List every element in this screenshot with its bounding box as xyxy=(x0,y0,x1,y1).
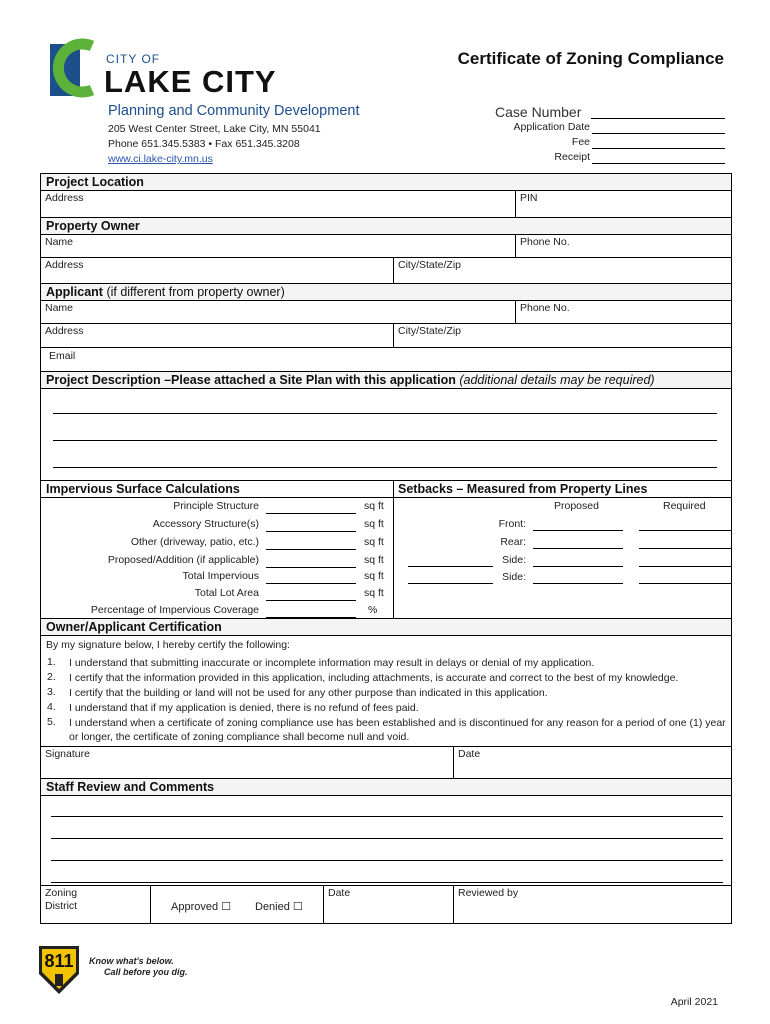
impervious-label-3: Other (driveway, patio, etc.) xyxy=(130,536,259,548)
setbacks-col-proposed: Proposed xyxy=(554,500,599,512)
impervious-input-1[interactable] xyxy=(266,513,356,514)
cert-item-2: I certify that the information provided in this application, including attachments, is accurate and correct to the best of my knowledge. xyxy=(69,672,679,684)
setback-front-required[interactable] xyxy=(639,530,731,531)
application-date-line xyxy=(592,133,725,134)
project-location-header xyxy=(41,174,731,191)
applicant-title xyxy=(46,285,285,299)
project-description-note: (additional details may be required) xyxy=(459,373,655,387)
application-date-label: Application Date xyxy=(513,121,590,133)
impervious-input-7[interactable] xyxy=(266,617,356,618)
impervious-label-2: Accessory Structure(s) xyxy=(152,518,259,530)
website-link[interactable]: www.ci.lake-city.mn.us xyxy=(108,153,213,165)
applicant-city-field[interactable] xyxy=(394,324,731,348)
property-owner-title: Property Owner xyxy=(46,219,140,233)
zoning-district-label: Zoning District xyxy=(45,887,78,912)
setback-side2-proposed[interactable] xyxy=(533,583,623,584)
impervious-unit-3: sq ft xyxy=(364,536,384,548)
description-line-2 xyxy=(53,440,717,441)
comment-line-1 xyxy=(51,816,723,817)
setback-front-proposed[interactable] xyxy=(533,530,623,531)
page-title: Certificate of Zoning Compliance xyxy=(457,49,724,68)
setback-side1-required[interactable] xyxy=(639,566,731,567)
impervious-input-3[interactable] xyxy=(266,549,356,550)
setback-label-rear: Rear: xyxy=(500,536,526,548)
case-number-line xyxy=(591,118,725,119)
setback-rear-proposed[interactable] xyxy=(533,548,623,549)
applicant-phone-label: Phone No. xyxy=(520,302,570,314)
comment-line-3 xyxy=(51,860,723,861)
impervious-title: Impervious Surface Calculations xyxy=(46,482,240,496)
cert-num-5: 5. xyxy=(47,716,56,728)
department-name: Planning and Community Development xyxy=(108,103,360,119)
owner-address-field[interactable] xyxy=(41,258,394,284)
setbacks-section xyxy=(394,498,731,619)
project-description-title xyxy=(46,373,655,387)
impervious-label-6: Total Lot Area xyxy=(194,587,259,599)
applicant-email-field[interactable] xyxy=(41,348,731,372)
case-number-label: Case Number xyxy=(495,104,582,120)
call-811-badge xyxy=(33,940,85,998)
receipt-line xyxy=(592,163,725,164)
fee-label: Fee xyxy=(571,136,590,148)
impervious-input-6[interactable] xyxy=(266,600,356,601)
impervious-input-5[interactable] xyxy=(266,583,356,584)
setbacks-col-required: Required xyxy=(663,500,706,512)
applicant-address-label: Address xyxy=(45,325,84,337)
zoning-district-field[interactable] xyxy=(41,886,151,923)
cert-item-3: I certify that the building or land will not be used for any other purpose than indicated in this application. xyxy=(69,687,548,699)
application-date-field[interactable] xyxy=(470,121,725,135)
signature-label: Signature xyxy=(45,748,90,760)
lake-city-logo-icon xyxy=(50,38,102,98)
811-tagline-2: Call before you dig. xyxy=(104,967,188,977)
setbacks-title: Setbacks – Measured from Property Lines xyxy=(398,482,648,496)
case-number-field[interactable] xyxy=(495,104,725,120)
project-address-label: Address xyxy=(45,192,84,204)
owner-name-label: Name xyxy=(45,236,74,248)
impervious-label-1: Principle Structure xyxy=(173,500,259,512)
signature-field[interactable] xyxy=(41,746,454,779)
logo-big-text: LAKE CITY xyxy=(104,64,277,99)
staff-review-title: Staff Review and Comments xyxy=(46,780,215,794)
owner-city-label: City/State/Zip xyxy=(398,259,462,271)
pin-field[interactable] xyxy=(516,191,731,218)
project-description-main: Project Description –Please attached a Site Plan with this application xyxy=(46,373,456,387)
receipt-label: Receipt xyxy=(554,151,590,163)
staff-comments-area[interactable] xyxy=(41,796,731,886)
staff-date-label: Date xyxy=(328,887,351,899)
city-logo xyxy=(50,38,102,98)
cert-item-4: I understand that if my application is denied, there is no refund of fees paid. xyxy=(69,702,419,714)
setbacks-header xyxy=(394,481,731,498)
comment-line-2 xyxy=(51,838,723,839)
fee-field[interactable] xyxy=(470,136,725,150)
impervious-input-2[interactable] xyxy=(266,531,356,532)
setback-label-side-1: Side: xyxy=(502,554,526,566)
project-description-area[interactable] xyxy=(41,389,731,481)
applicant-name-label: Name xyxy=(45,302,74,314)
cert-num-3: 3. xyxy=(47,686,56,698)
cert-num-2: 2. xyxy=(47,671,56,683)
project-address-field[interactable] xyxy=(41,191,516,218)
impervious-label-7: Percentage of Impervious Coverage xyxy=(90,604,259,616)
applicant-title-main: Applicant xyxy=(46,285,103,299)
receipt-field[interactable] xyxy=(470,151,725,165)
cert-num-4: 4. xyxy=(47,701,56,713)
setback-side2-required[interactable] xyxy=(639,583,731,584)
setback-side2-extra[interactable] xyxy=(408,583,493,584)
setback-label-side-2: Side: xyxy=(502,571,526,583)
denied-checkbox[interactable]: Denied ☐ xyxy=(255,901,303,913)
staff-review-header xyxy=(41,779,731,796)
cert-item-5: I understand when a certificate of zoning compliance use has been established and is discontinued for any reason for a period of one (1) year or longer, the certificate of zoning compliance shall become null and void. xyxy=(69,717,726,743)
reviewed-by-field[interactable] xyxy=(454,886,731,923)
project-location-title: Project Location xyxy=(46,175,144,189)
impervious-unit-1: sq ft xyxy=(364,500,384,512)
applicant-header xyxy=(41,284,731,301)
owner-city-field[interactable] xyxy=(394,258,731,284)
impervious-input-4[interactable] xyxy=(266,567,356,568)
fee-line xyxy=(592,148,725,149)
signature-date-field[interactable] xyxy=(454,746,731,779)
impervious-header xyxy=(41,481,394,498)
owner-phone-field[interactable] xyxy=(516,235,731,258)
project-description-header xyxy=(41,372,731,389)
staff-date-field[interactable] xyxy=(324,886,454,923)
approved-checkbox[interactable]: Approved ☐ xyxy=(171,901,232,913)
logo-small-text: CITY OF xyxy=(106,52,161,66)
811-number: 811 xyxy=(44,951,74,971)
setback-label-front: Front: xyxy=(498,518,526,530)
811-tagline-1: Know what's below. xyxy=(89,956,174,966)
impervious-unit-6: sq ft xyxy=(364,587,384,599)
certification-header xyxy=(41,619,731,636)
revision-date: April 2021 xyxy=(670,996,718,1008)
impervious-unit-4: sq ft xyxy=(364,554,384,566)
impervious-unit-7: % xyxy=(368,604,378,616)
office-phone: Phone 651.345.5383 • Fax 651.345.3208 xyxy=(108,138,300,150)
applicant-city-label: City/State/Zip xyxy=(398,325,462,337)
signature-date-label: Date xyxy=(458,748,481,760)
impervious-unit-5: sq ft xyxy=(364,570,384,582)
setback-rear-required[interactable] xyxy=(639,548,731,549)
property-owner-header xyxy=(41,218,731,235)
comment-line-4 xyxy=(51,882,723,883)
setback-side1-extra[interactable] xyxy=(408,566,493,567)
owner-address-label: Address xyxy=(45,259,84,271)
approval-field xyxy=(151,886,324,923)
setback-side1-proposed[interactable] xyxy=(533,566,623,567)
pin-label: PIN xyxy=(520,192,538,204)
impervious-unit-2: sq ft xyxy=(364,518,384,530)
description-line-3 xyxy=(53,467,717,468)
owner-name-field[interactable] xyxy=(41,235,516,258)
impervious-label-4: Proposed/Addition (if applicable) xyxy=(107,554,259,566)
impervious-label-5: Total Impervious xyxy=(182,570,259,582)
reviewed-by-label: Reviewed by xyxy=(458,887,519,899)
certification-body xyxy=(41,636,731,746)
certification-title: Owner/Applicant Certification xyxy=(46,620,222,634)
applicant-name-field[interactable] xyxy=(41,301,516,324)
cert-num-1: 1. xyxy=(47,656,56,668)
applicant-phone-field[interactable] xyxy=(516,301,731,324)
applicant-address-field[interactable] xyxy=(41,324,394,348)
description-line-1 xyxy=(53,413,717,414)
applicant-email-label: Email xyxy=(49,350,76,362)
owner-phone-label: Phone No. xyxy=(520,236,570,248)
applicant-title-note: (if different from property owner) xyxy=(106,285,285,299)
office-address: 205 West Center Street, Lake City, MN 55041 xyxy=(108,123,321,135)
certification-intro: By my signature below, I hereby certify the following: xyxy=(46,639,290,651)
cert-item-1: I understand that submitting inaccurate or incomplete information may result in delays or denial of my application. xyxy=(69,657,595,669)
form-box xyxy=(40,173,732,924)
